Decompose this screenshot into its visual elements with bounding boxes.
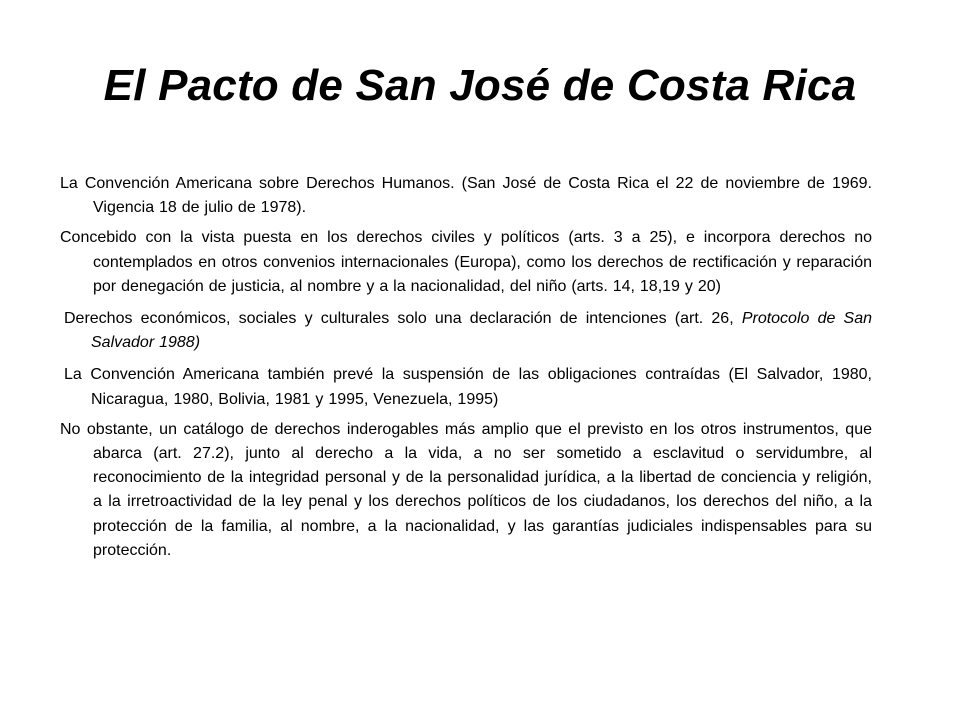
paragraph-concebido: Concebido con la vista puesta en los derechos civiles y políticos (arts. 3 a 25), e incorpora derechos no contemplados en otros convenios internacionales (Europa), como los derechos de rectificación y reparación por denegación de justicia, al nombre y a la nacionalidad, del niño (arts. 14, 18,19 y 20): [60, 229, 872, 295]
paragraph-suspension: La Convención Americana también prevé la suspensión de las obligaciones contraídas (El Salvador, 1980, Nicaragua, 1980, Bolivia, 1981 y 1995, Venezuela, 1995): [64, 366, 872, 408]
slide-body: [60, 172, 872, 569]
slide-title: El Pacto de San José de Costa Rica: [103, 61, 857, 110]
paragraph-convencion: La Convención Americana sobre Derechos Humanos. (San José de Costa Rica el 22 de noviembre de 1969. Vigencia 18 de julio de 1978).: [60, 175, 872, 217]
paragraph-derechos-economicos-text: Derechos económicos, sociales y culturales solo una declaración de intenciones (art. 26,: [64, 310, 742, 328]
paragraph-no-obstante: No obstante, un catálogo de derechos inderogables más amplio que el previsto en los otros instrumentos, que abarca (art. 27.2), junto al derecho a la vida, a no ser sometido a esclavitud o servidumbre, al reconocimiento de la integridad personal y de la personalidad jurídica, a la libertad de conciencia y religión, a la irretroactividad de la ley penal y los derechos políticos de los ciudadanos, los derechos del niño, a la protección de la familia, al nombre, a la nacionalidad, y las garantías judiciales indispensables para su protección.: [60, 420, 872, 559]
paragraph-derechos-economicos: [60, 307, 872, 355]
paragraph-derechos-economicos-italic: Protocolo de San Salvador 1988): [91, 310, 872, 352]
